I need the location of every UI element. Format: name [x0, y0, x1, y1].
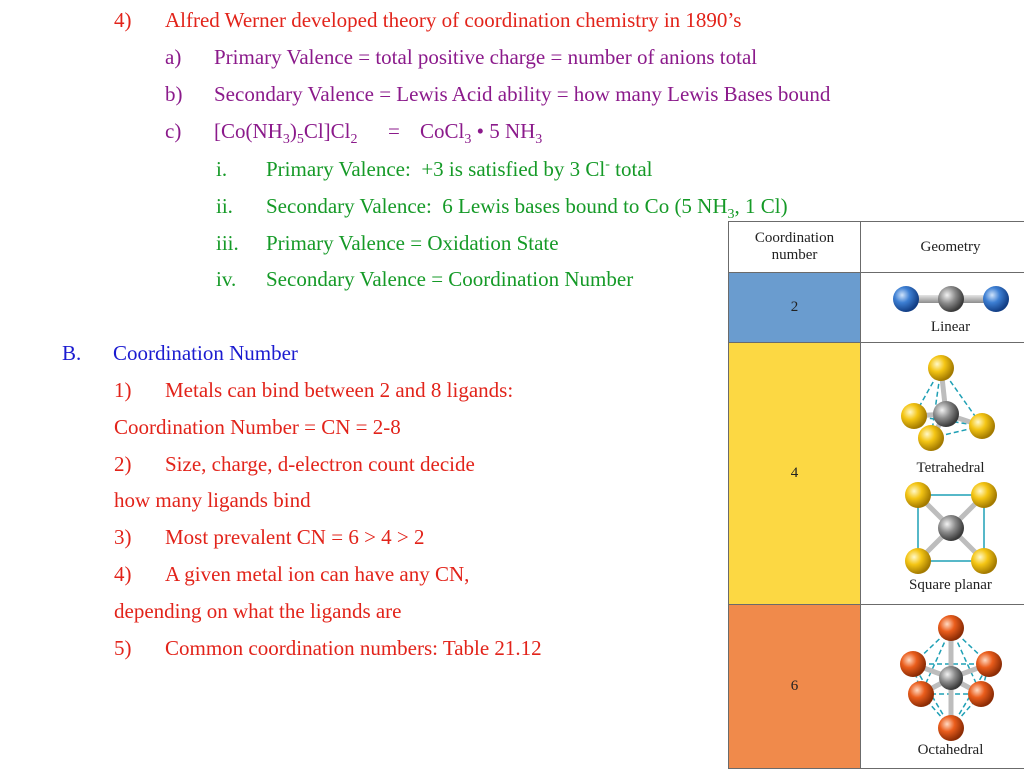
geometry-cell-cn4 — [861, 343, 1024, 605]
geometry-cell-linear — [861, 273, 1024, 343]
geometry-label-square-planar: Square planar — [861, 577, 1024, 594]
point-text: Secondary Valence: 6 Lewis bases bound to Co (5 $NH_3$, 1 Cl) — [266, 194, 788, 218]
table-row — [729, 273, 1024, 343]
cn-range-line — [114, 415, 401, 439]
point-text: Size, charge, d-electron count decide — [165, 452, 475, 476]
geometry-label-tetrahedral: Tetrahedral — [861, 460, 1024, 477]
list-marker: i. — [216, 157, 227, 181]
coordination-geometry-table — [728, 221, 1024, 769]
list-marker: iv. — [216, 267, 236, 291]
list-marker: iii. — [216, 231, 239, 255]
list-marker: 2) — [114, 452, 132, 476]
list-marker: a) — [165, 45, 181, 69]
cn-value-4: 4 — [729, 343, 861, 605]
formula-salt: CoCl$_3$ • 5 $NH_3$ — [420, 119, 542, 143]
list-marker: B. — [62, 341, 81, 365]
header-coordination-number: Coordination number — [729, 222, 861, 273]
header-geometry: Geometry — [861, 222, 1024, 273]
table-row — [729, 605, 1024, 769]
octahedral-molecule-icon — [891, 614, 1011, 742]
point-text: A given metal ion can have any CN, — [165, 562, 469, 586]
list-marker: 4) — [114, 8, 132, 32]
square-planar-molecule-icon — [896, 481, 1006, 577]
table-row — [729, 343, 1024, 605]
list-marker: 4) — [114, 562, 132, 586]
point-text: Common coordination numbers: Table 21.12 — [165, 636, 542, 660]
point-text: how many ligands bind — [114, 488, 311, 512]
point-text: Primary Valence = total positive charge = number of anions total — [214, 45, 757, 69]
point-text: Secondary Valence = Coordination Number — [266, 267, 633, 291]
equals-sign: = — [388, 119, 400, 143]
list-marker: b) — [165, 82, 183, 106]
point-text: Primary Valence = Oxidation State — [266, 231, 559, 255]
point-text: Alfred Werner developed theory of coordination chemistry in 1890’s — [165, 8, 741, 32]
point-text: depending on what the ligands are — [114, 599, 402, 623]
point-text: Metals can bind between 2 and 8 ligands: — [165, 378, 513, 402]
geometry-label-octahedral: Octahedral — [861, 742, 1024, 759]
list-marker: 1) — [114, 378, 132, 402]
cn-value-6: 6 — [729, 605, 861, 769]
list-marker: 5) — [114, 636, 132, 660]
table-header-row — [729, 222, 1024, 273]
section-title: Coordination Number — [113, 341, 298, 365]
list-marker: c) — [165, 119, 181, 143]
cn-value-2: 2 — [729, 273, 861, 343]
point-text: Primary Valence: +3 is satisfied by 3 Cl- total — [266, 157, 653, 181]
list-marker: 3) — [114, 525, 132, 549]
list-marker: ii. — [216, 194, 233, 218]
geometry-cell-octahedral — [861, 605, 1024, 769]
point-4-continued — [114, 599, 402, 623]
point-text: Most prevalent CN = 6 > 4 > 2 — [165, 525, 425, 549]
point-text: Coordination Number = CN = 2-8 — [114, 415, 401, 439]
tetrahedral-molecule-icon — [896, 354, 1006, 460]
linear-molecule-icon — [881, 279, 1021, 319]
point-2-continued — [114, 488, 311, 512]
point-text: Secondary Valence = Lewis Acid ability = how many Lewis Bases bound — [214, 82, 830, 106]
formula-complex: $[Co(NH_3)_5Cl]Cl_2$ — [214, 119, 358, 143]
geometry-label-linear: Linear — [861, 319, 1024, 336]
